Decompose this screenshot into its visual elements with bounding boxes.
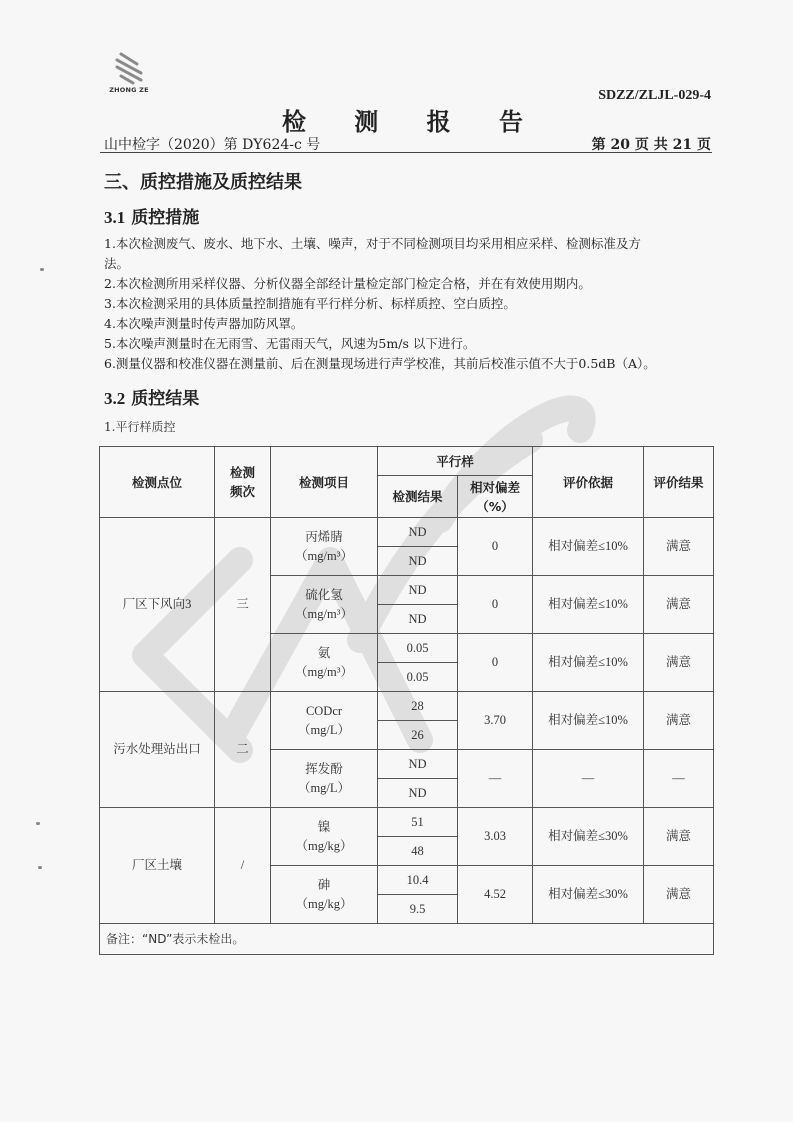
result-cell: 26 (378, 721, 458, 750)
conclusion-cell: 满意 (644, 576, 714, 634)
item-cell: 挥发酚 （mg/L） (271, 750, 378, 808)
result-cell: ND (378, 779, 458, 808)
result-cell: ND (378, 605, 458, 634)
deviation-cell: 3.70 (458, 692, 533, 750)
document-code: SDZZ/ZLJL-029-4 (598, 88, 711, 103)
basis-cell: 相对偏差≤10% (533, 634, 644, 692)
subsection-title: 质控措施 (131, 208, 200, 228)
table-note: 备注：“ND”表示未检出。 (100, 924, 714, 955)
report-number: 山中检字（2020）第 DY624-c 号 (104, 137, 321, 153)
header-divider (100, 152, 712, 153)
basis-cell: 相对偏差≤10% (533, 576, 644, 634)
item-cell: CODcr （mg/L） (271, 692, 378, 750)
scan-mark (36, 822, 40, 825)
subsection-title: 质控结果 (131, 389, 200, 409)
item-cell: 砷 （mg/kg） (271, 866, 378, 924)
col-header-item: 检测项目 (271, 447, 378, 518)
deviation-cell: 3.03 (458, 808, 533, 866)
deviation-cell: — (458, 750, 533, 808)
result-cell: 9.5 (378, 895, 458, 924)
frequency-cell: 二 (215, 692, 271, 808)
company-logo (104, 48, 154, 100)
result-cell: ND (378, 518, 458, 547)
table-row (100, 692, 714, 721)
header-row (100, 447, 714, 476)
scan-mark (40, 268, 44, 271)
measure-line: 1.本次检测废气、废水、地下水、土壤、噪声，对于不同检测项目均采用相应采样、检测标准及方 (104, 236, 641, 251)
conclusion-cell: 满意 (644, 692, 714, 750)
basis-cell: 相对偏差≤10% (533, 692, 644, 750)
col-header-deviation: 相对偏差（%） (458, 476, 533, 518)
frequency-cell: 三 (215, 518, 271, 692)
result-cell: 51 (378, 808, 458, 837)
item-cell: 丙烯腈 （mg/m³） (271, 518, 378, 576)
note-row (100, 924, 714, 955)
location-cell: 厂区土壤 (100, 808, 215, 924)
table-row (100, 808, 714, 837)
page-indicator: 第 20 页 共 21 页 (591, 137, 711, 153)
deviation-cell: 0 (458, 576, 533, 634)
deviation-cell: 0 (458, 634, 533, 692)
result-cell: ND (378, 750, 458, 779)
basis-cell: 相对偏差≤10% (533, 518, 644, 576)
subsection-heading-3-2 (104, 384, 199, 409)
result-cell: 28 (378, 692, 458, 721)
conclusion-cell: 满意 (644, 808, 714, 866)
measure-line: 4.本次噪声测量时传声器加防风罩。 (104, 316, 304, 331)
deviation-cell: 0 (458, 518, 533, 576)
col-header-conclusion: 评价结果 (644, 447, 714, 518)
result-cell: 48 (378, 837, 458, 866)
measure-line: 3.本次检测采用的具体质量控制措施有平行样分析、标样质控、空白质控。 (104, 296, 516, 311)
measure-line: 5.本次噪声测量时在无雨雪、无雷雨天气，风速为5m/s 以下进行。 (104, 336, 476, 351)
basis-cell: 相对偏差≤30% (533, 866, 644, 924)
subsection-number: 3.1 (104, 208, 126, 227)
zhongze-logo-icon (104, 48, 154, 86)
col-header-frequency: 检测频次 (215, 447, 271, 518)
parallel-sample-qc-table (99, 446, 714, 955)
col-header-result: 检测结果 (378, 476, 458, 518)
col-header-basis: 评价依据 (533, 447, 644, 518)
col-header-parallel: 平行样 (378, 447, 533, 476)
measure-line: 2.本次检测所用采样仪器、分析仪器全部经计量检定部门检定合格，并在有效使用期内。 (104, 276, 591, 291)
item-cell: 镍 （mg/kg） (271, 808, 378, 866)
scan-mark (38, 866, 42, 869)
logo-text: ZHONG ZE (109, 86, 149, 94)
result-cell: ND (378, 547, 458, 576)
conclusion-cell: 满意 (644, 866, 714, 924)
subsection-number: 3.2 (104, 389, 126, 408)
deviation-cell: 4.52 (458, 866, 533, 924)
table-caption: 1.平行样质控 (104, 420, 176, 434)
result-cell: 10.4 (378, 866, 458, 895)
conclusion-cell: — (644, 750, 714, 808)
basis-cell: — (533, 750, 644, 808)
result-cell: ND (378, 576, 458, 605)
result-cell: 0.05 (378, 634, 458, 663)
conclusion-cell: 满意 (644, 634, 714, 692)
location-cell: 污水处理站出口 (100, 692, 215, 808)
item-cell: 氨 （mg/m³） (271, 634, 378, 692)
subsection-heading-3-1 (104, 203, 199, 228)
frequency-cell: / (215, 808, 271, 924)
result-cell: 0.05 (378, 663, 458, 692)
col-header-location: 检测点位 (100, 447, 215, 518)
measure-line: 6.测量仪器和校准仪器在测量前、后在测量现场进行声学校准，其前后校准示值不大于0.5dB（A）。 (104, 356, 656, 371)
qc-measures-list (104, 234, 719, 374)
item-cell: 硫化氢 （mg/m³） (271, 576, 378, 634)
document-title: 检 测 报 告 (281, 108, 544, 136)
section-heading: 三、质控措施及质控结果 (104, 172, 302, 193)
measure-line: 法。 (104, 256, 130, 271)
table-row (100, 518, 714, 547)
basis-cell: 相对偏差≤30% (533, 808, 644, 866)
location-cell: 厂区下风向3 (100, 518, 215, 692)
conclusion-cell: 满意 (644, 518, 714, 576)
